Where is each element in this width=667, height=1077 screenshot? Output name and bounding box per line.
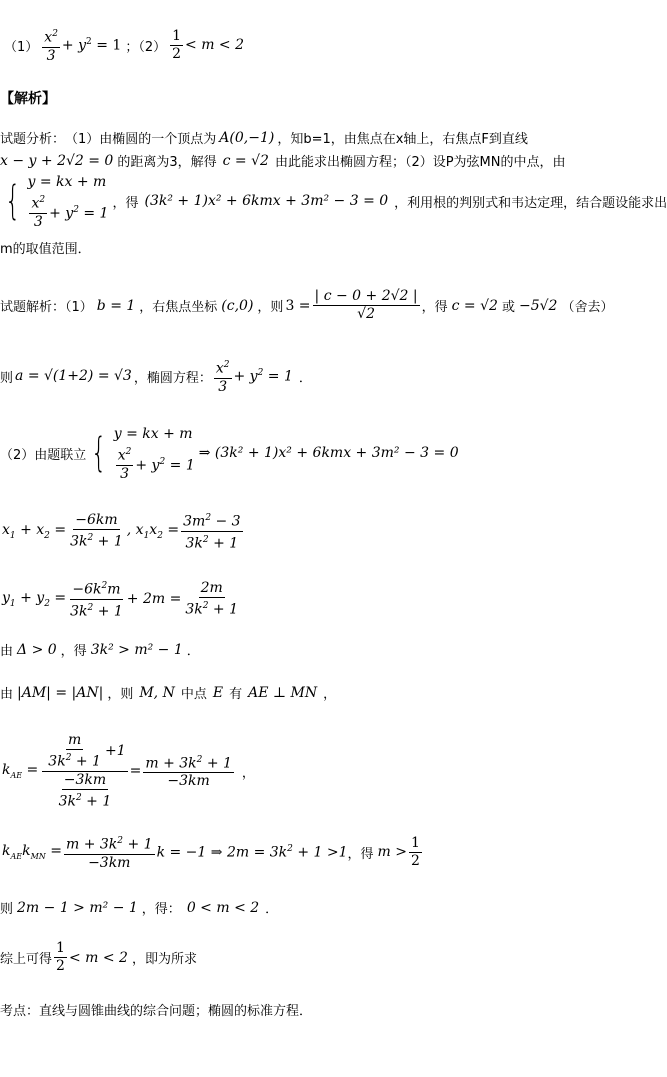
solution-text-1: ，右焦点坐标 bbox=[139, 300, 218, 315]
solution-then-mid: ，得： bbox=[141, 902, 181, 917]
solution-am: |AM| = |AN| bbox=[17, 684, 104, 701]
solution-part2-label: （2）由题联立 bbox=[0, 447, 87, 463]
answer-part1-fraction: $\frac{x^2}{3}$ bbox=[42, 26, 60, 65]
answer-part2-fraction: $\frac{1}{2}$ bbox=[172, 27, 182, 62]
solution-neg: −5√2 bbox=[518, 297, 558, 314]
analysis-line-eq: x − y + 2√2 = 0 bbox=[0, 152, 114, 169]
solution-comma: ， bbox=[323, 687, 337, 702]
solution-delta-line bbox=[0, 640, 200, 659]
brace-icon: { bbox=[5, 178, 21, 225]
solution-line-1 bbox=[0, 288, 613, 323]
solution-delta-prefix: 由 bbox=[0, 644, 14, 659]
analysis-label: 试题分析： bbox=[0, 132, 66, 147]
analysis-sys-top: y = kx + m bbox=[27, 174, 107, 190]
solution-sum-prefix: 综上可得 bbox=[0, 952, 53, 967]
solution-kae-line: $k_{AE}$ = $\frac{m}{3k^2 + 1}$ +1 $\frac{-3km}{3k^2 + 1}$ = $\frac{m + 3k^2 + 1}{-3km}$ ， bbox=[2, 732, 255, 810]
analysis-line-4: m的取值范围． bbox=[0, 242, 91, 257]
solution-ellipse-rest: + $y^2 = 1$ bbox=[233, 368, 293, 385]
analysis-text-2: ，知b=1，由焦点在x轴上，右焦点F到直线 bbox=[277, 132, 528, 147]
solution-perp: AE ⊥ MN bbox=[248, 684, 318, 701]
solution-midpt: 中点 bbox=[180, 687, 207, 702]
solution-sum-frac: $\frac{1}{2}$ bbox=[56, 940, 65, 974]
analysis-text-3: 的距离为3，解得 bbox=[117, 155, 217, 170]
section-title: 【解析】 bbox=[0, 91, 56, 107]
analysis-sys-bot: $\frac{x^2}{3}$ + $y^2 = 1$ bbox=[27, 192, 108, 231]
solution-vieta-y: $y_1 + y_2$ = $\frac{-6k^2m}{3k^2 + 1}$ + 2m = $\frac{2m}{3k^2 + 1}$ bbox=[2, 579, 239, 620]
solution-c: c = √2 bbox=[451, 297, 498, 314]
solution-text-2: ，则 bbox=[257, 300, 284, 315]
solution-line-part2 bbox=[0, 424, 459, 483]
solution-system bbox=[86, 424, 194, 483]
solution-sum-ineq: < m < 2 bbox=[68, 949, 128, 966]
solution-sys-top: y = kx + m bbox=[113, 426, 193, 442]
solution-has: 有 bbox=[229, 687, 243, 702]
analysis-text-1: （1）由椭圆的一个顶点为 bbox=[65, 132, 217, 147]
solution-discard: （舍去） bbox=[561, 300, 614, 315]
solution-focus: (c,0) bbox=[221, 297, 254, 314]
answer-part1-rest: + $y^2 = 1$ bbox=[61, 37, 122, 54]
solution-am-prefix: 由 bbox=[0, 687, 14, 702]
solution-period: ． bbox=[298, 370, 312, 386]
answer-part2-ineq: < m < 2 bbox=[185, 37, 245, 54]
analysis-line-3 bbox=[0, 172, 667, 231]
analysis-line-2 bbox=[0, 151, 566, 170]
analysis-quad: (3k² + 1)x² + 6kmx + 3m² − 3 = 0 bbox=[144, 193, 389, 210]
solution-delta-period: ． bbox=[186, 644, 200, 659]
solution-am-line bbox=[0, 683, 336, 702]
solution-kae-kmn-line: $k_{AE}k_{MN}$ = $\frac{m + 3k^2 + 1}{-3km}$ k = −1 ⇒ $2m = 3k^2 + 1 >1$ ，得 m > $\frac{1}{2}$ bbox=[2, 834, 420, 871]
solution-then-prefix: 则 bbox=[0, 902, 14, 917]
solution-arrow-eq: ⇒ (3k² + 1)x² + 6kmx + 3m² − 3 = 0 bbox=[198, 445, 459, 462]
solution-line-a bbox=[0, 357, 312, 396]
kaodian-line: 考点：直线与圆锥曲线的综合问题；椭圆的标准方程． bbox=[0, 1004, 313, 1019]
solution-delta-mid: ，得 bbox=[60, 644, 87, 659]
analysis-line-1 bbox=[0, 128, 528, 147]
analysis-text-4: 由此能求出椭圆方程；（2）设P为弦MN的中点，由 bbox=[274, 155, 566, 170]
solution-sys-bot: $\frac{x^2}{3}$ + $y^2 = 1$ bbox=[114, 444, 195, 483]
analysis-text-5: ，得 bbox=[112, 195, 139, 211]
solution-vieta-x: $x_1 + x_2$ = $\frac{-6km}{3k^2 + 1}$ , $x_1x_2$ = $\frac{3m^2 - 3}{3k^2 + 1}$ bbox=[2, 511, 241, 552]
solution-delta-res: 3k² > m² − 1 bbox=[90, 641, 183, 658]
analysis-text-6: ，利用根的判别式和韦达定理，结合题设能求出 bbox=[394, 195, 667, 211]
solution-then-res: 0 < m < 2 bbox=[186, 899, 260, 916]
answer-part1-label: （1） bbox=[4, 39, 39, 55]
analysis-system bbox=[0, 172, 108, 231]
solution-a-val: a = √(1+2) = √3 bbox=[15, 368, 132, 385]
brace-icon: { bbox=[91, 430, 107, 477]
solution-text-3: ，得 bbox=[421, 300, 448, 315]
solution-e: E bbox=[212, 684, 224, 701]
solution-label: 试题解析：（1） bbox=[0, 300, 93, 315]
solution-ellipse-label: ，椭圆方程： bbox=[133, 370, 212, 386]
solution-delta: Δ > 0 bbox=[17, 641, 57, 658]
solution-then-period: ． bbox=[265, 902, 279, 917]
solution-a-prefix: 则 bbox=[0, 370, 14, 386]
solution-am-mid: ，则 bbox=[107, 687, 134, 702]
solution-sum-suffix: ，即为所求 bbox=[131, 952, 197, 967]
solution-mn: M, N bbox=[139, 684, 175, 701]
analysis-c-val: c = √2 bbox=[222, 152, 269, 169]
solution-summary-line bbox=[0, 940, 197, 975]
answer-line bbox=[4, 26, 244, 65]
solution-then-line bbox=[0, 898, 278, 917]
solution-dist: 3 = $\frac{| c - 0 + 2√2 |}{√2}$ bbox=[285, 288, 418, 322]
solution-then-ineq: 2m − 1 > m² − 1 bbox=[17, 899, 138, 916]
solution-or: 或 bbox=[501, 300, 515, 315]
solution-ellipse-frac: $\frac{x^2}{3}$ bbox=[214, 357, 232, 396]
solution-b: b = 1 bbox=[96, 297, 136, 314]
answer-sep: ；（2） bbox=[125, 39, 167, 55]
analysis-vertex: A(0,−1) bbox=[219, 129, 275, 146]
